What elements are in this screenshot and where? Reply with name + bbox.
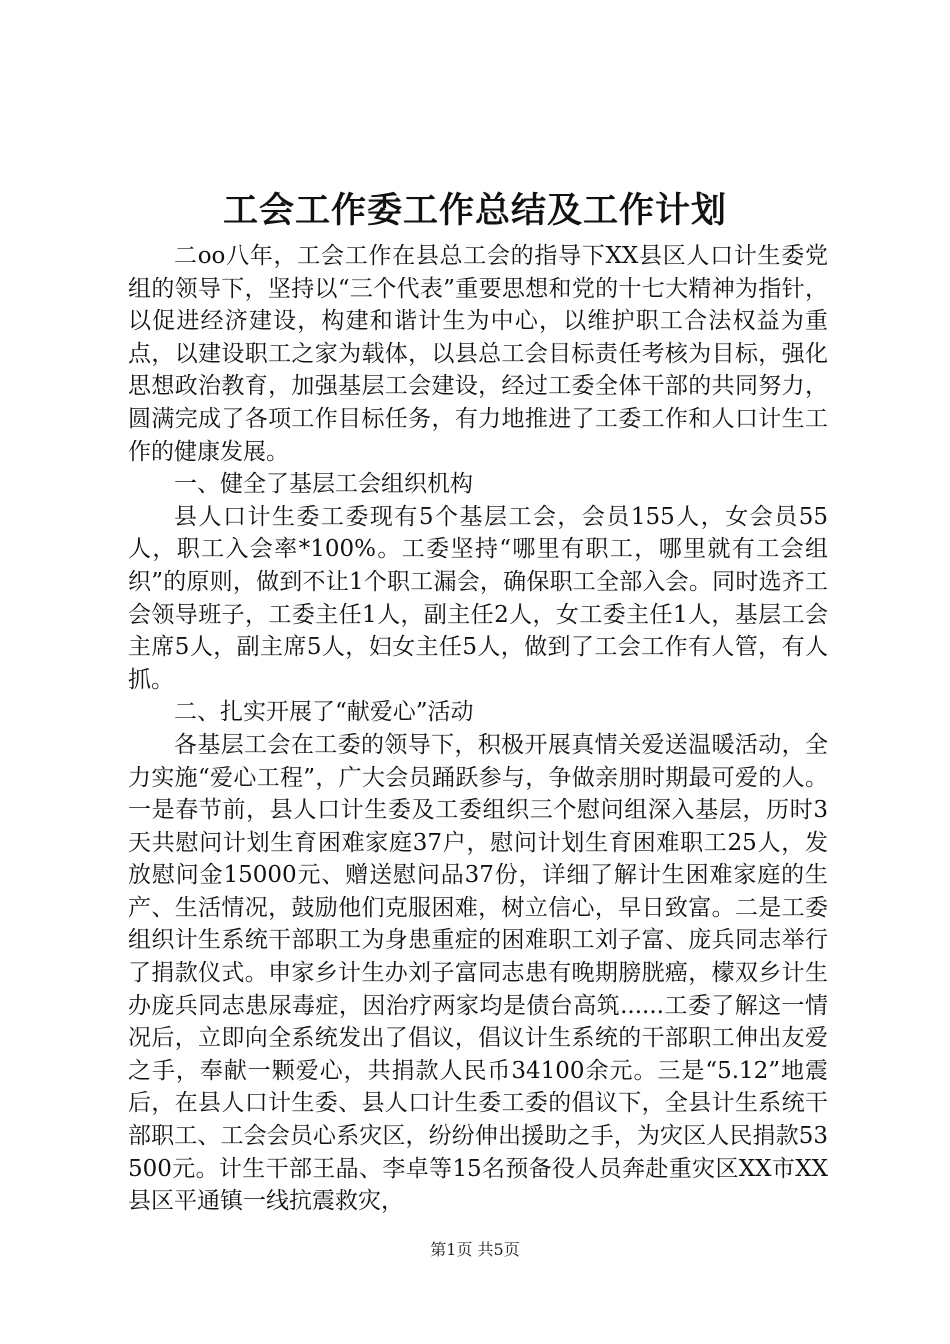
paragraph-section-1: 县人口计生委工委现有5个基层工会，会员155人，女会员55人，职工入会率*100%。工委坚持“哪里有职工，哪里就有工会组织”的原则，做到不让1个职工漏会，确保职工全部入会。同时选齐工会领导班子，工委主任1人，副主任2人，女工委主任1人，基层工会主席5人，副主席5人，妇女主任5人，做到了工会工作有人管，有人抓。 [128,503,828,693]
page-footer: 第1页 共5页 [430,1240,520,1259]
section-heading-1: 一、健全了基层工会组织机构 [174,471,473,498]
paragraph-section-2: 各基层工会在工委的领导下，积极开展真情关爱送温暖活动，全力实施“爱心工程”，广大会员踊跃参与，争做亲朋时期最可爱的人。一是春节前，县人口计生委及工委组织三个慰问组深入基层，历时3天共慰问计划生育困难家庭37户，慰问计划生育困难职工25人，发放慰问金15000元、赠送慰问品37份，详细了解计生困难家庭的生产、生活情况，鼓励他们克服困难，树立信心，早日致富。二是工委组织计生系统干部职工为身患重症的困难职工刘子富、庞兵同志举行了捐款仪式。申家乡计生办刘子富同志患有晚期膀胱癌，檬双乡计生办庞兵同志患尿毒症，因治疗两家均是债台高筑......工委了解这一情况后，立即向全系统发出了倡议，倡议计生系统的干部职工伸出友爱之手，奉献一颗爱心，共捐款人民币34100余元。三是“5.12”地震后，在县人口计生委、县人口计生委工委的倡议下，全县计生系统干部职工、工会会员心系灾区，纷纷伸出援助之手，为灾区人民捐款53500元。计生干部王晶、李卓等15名预备役人员奔赴重灾区XX市XX县区平通镇一线抗震救灾， [128,731,828,1215]
section-heading-2: 二、扎实开展了“献爱心”活动 [174,699,474,726]
document-title: 工会工作委工作总结及工作计划 [222,190,727,231]
paragraph-intro: 二oo八年，工会工作在县总工会的指导下XX县区人口计生委党组的领导下，坚持以“三个代表”重要思想和党的十七大精神为指针，以促进经济建设，构建和谐计生为中心，以维护职工合法权益为重点，以建设职工之家为载体，以县总工会目标责任考核为目标，强化思想政治教育，加强基层工会建设，经过工委全体干部的共同努力，圆满完成了各项工作目标任务，有力地推进了工委工作和人口计生工作的健康发展。 [128,243,828,465]
document-body [128,240,828,1218]
